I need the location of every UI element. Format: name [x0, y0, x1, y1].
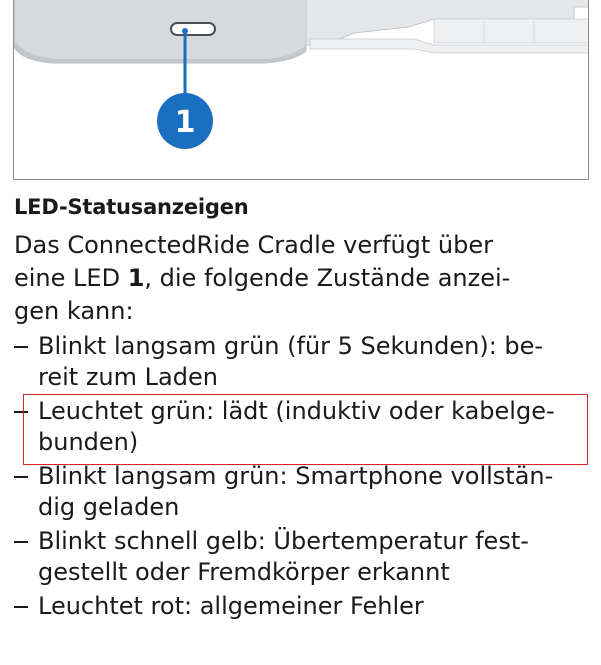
list-item-line: Leuchtet rot: allgemeiner Fehler — [38, 592, 424, 620]
list-item-line: Leuchtet grün: lädt (induktiv oder kabelge- — [38, 397, 555, 425]
intro-line-3: gen kann: — [14, 297, 134, 325]
list-item — [14, 526, 594, 588]
led-slot — [171, 23, 215, 35]
list-item — [14, 396, 594, 458]
cradle-drawing — [14, 0, 589, 180]
callout-number: 1 — [174, 105, 196, 140]
list-item-line: Blinkt langsam grün (für 5 Sekunden): be- — [38, 332, 544, 360]
list-item-line: dig geladen — [38, 493, 180, 521]
dash-bullet-icon — [14, 606, 28, 608]
dash-bullet-icon — [14, 476, 28, 478]
dash-bullet-icon — [14, 346, 28, 348]
list-item — [14, 591, 594, 622]
led-status-list — [14, 331, 594, 625]
device-illustration — [13, 0, 589, 180]
intro-led-reference: 1 — [127, 264, 145, 292]
list-item-line: Blinkt schnell gelb: Übertemperatur fest- — [38, 527, 529, 555]
cradle-housing — [14, 0, 306, 63]
list-item-line: reit zum Laden — [38, 363, 218, 391]
intro-line-2-post: , die folgende Zustände anzei- — [144, 264, 511, 292]
intro-line-1: Das ConnectedRide Cradle verfügt über — [14, 231, 494, 259]
list-item-line: gestellt oder Fremdkörper erkannt — [38, 558, 450, 586]
list-item-line: Blinkt langsam grün: Smartphone vollstän- — [38, 462, 554, 490]
list-item-line: bunden) — [38, 428, 139, 456]
dash-bullet-icon — [14, 411, 28, 413]
intro-line-2-pre: eine LED — [14, 264, 128, 292]
list-item — [14, 461, 594, 523]
section-heading: LED-Statusanzeigen — [14, 195, 249, 219]
intro-paragraph — [14, 229, 584, 328]
list-item — [14, 331, 594, 393]
dash-bullet-icon — [14, 541, 28, 543]
intro-line-2 — [14, 262, 584, 295]
